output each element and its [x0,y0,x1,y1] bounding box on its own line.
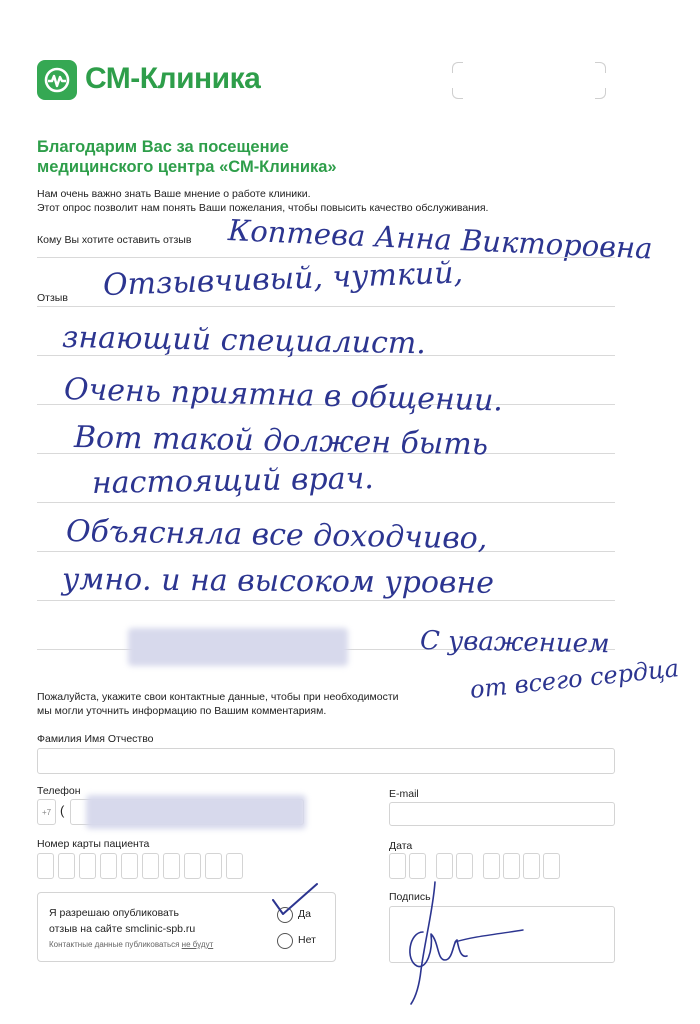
line [37,306,615,307]
digit-cell[interactable] [226,853,243,879]
line [37,502,615,503]
review-line[interactable]: Отзывчивый, чуткий, [102,255,464,303]
digit-cell[interactable] [121,853,138,879]
page-title [37,137,457,177]
review-line[interactable]: умно. и на высоком уровне [61,562,495,601]
corner-mark [452,62,463,73]
digit-cell[interactable] [142,853,159,879]
heading-line: Благодарим Вас за посещение [37,138,289,156]
signature-note: С уважением [419,626,610,660]
consent-note-underlined: не будут [181,940,214,949]
email-label: E-mail [389,788,419,800]
digit-cell[interactable] [163,853,180,879]
phone-prefix: +7 [37,799,56,825]
intro-line: Нам очень важно знать Ваше мнение о работе клиники. [37,188,311,200]
corner-mark [595,88,606,99]
consent-text [49,905,195,937]
review-label: Отзыв [37,292,68,304]
date-cell[interactable] [543,853,560,879]
checkmark-icon [265,880,325,920]
review-line[interactable]: знающий специалист. [61,320,427,362]
heading-line: медицинского центра «СМ-Клиника» [37,158,337,176]
consent-line: отзыв на сайте smclinic-spb.ru [49,923,196,935]
radio-yes-label: Да [298,908,311,920]
digit-cell[interactable] [37,853,54,879]
fio-label: Фамилия Имя Отчество [37,733,154,745]
review-line[interactable]: Объясняла все доходчиво, [65,514,488,557]
brand-name: СМ-Клиника [85,62,261,95]
signature-label: Подпись [389,891,431,903]
redacted-author [128,628,348,666]
digit-cell[interactable] [100,853,117,879]
intro-line: Этот опрос позволит нам понять Ваши пожелания, чтобы повысить качество обслуживания. [37,202,489,214]
prompt-line: мы могли уточнить информацию по Вашим комментариям. [37,705,327,717]
consent-line: Я разрешаю опубликовать [49,907,179,919]
phone-label: Телефон [37,785,81,797]
consent-note [49,940,213,949]
fio-field[interactable] [37,748,615,774]
card-number-cells[interactable] [37,853,243,879]
review-line[interactable]: Очень приятна в общении. [63,372,504,419]
digit-cell[interactable] [205,853,222,879]
smclinic-logo-icon [37,60,77,100]
review-line[interactable]: Вот такой должен быть [73,420,489,463]
recipient-label: Кому Вы хотите оставить отзыв [37,234,192,246]
redacted-phone [86,795,306,829]
radio-no[interactable] [277,933,293,949]
line [37,257,615,258]
signature-icon [395,870,535,1010]
recipient-value[interactable]: Коптева Анна Викторовна [227,213,654,266]
signature-note: от всего сердца [468,654,681,704]
digit-cell[interactable] [184,853,201,879]
phone-paren: ( [60,803,65,818]
card-label: Номер карты пациента [37,838,150,850]
email-field[interactable] [389,802,615,826]
digit-cell[interactable] [58,853,75,879]
consent-note-text: Контактные данные публиковаться [49,940,182,949]
line [37,600,615,601]
prompt-line: Пожалуйста, укажите свои контактные данные, чтобы при необходимости [37,691,399,703]
date-label: Дата [389,840,413,852]
logo [37,60,77,100]
radio-no-label: Нет [298,934,316,946]
contacts-prompt [37,690,399,718]
digit-cell[interactable] [79,853,96,879]
review-line[interactable]: настоящий врач. [91,461,375,501]
corner-mark [452,88,463,99]
intro-text [37,187,597,215]
corner-mark [595,62,606,73]
